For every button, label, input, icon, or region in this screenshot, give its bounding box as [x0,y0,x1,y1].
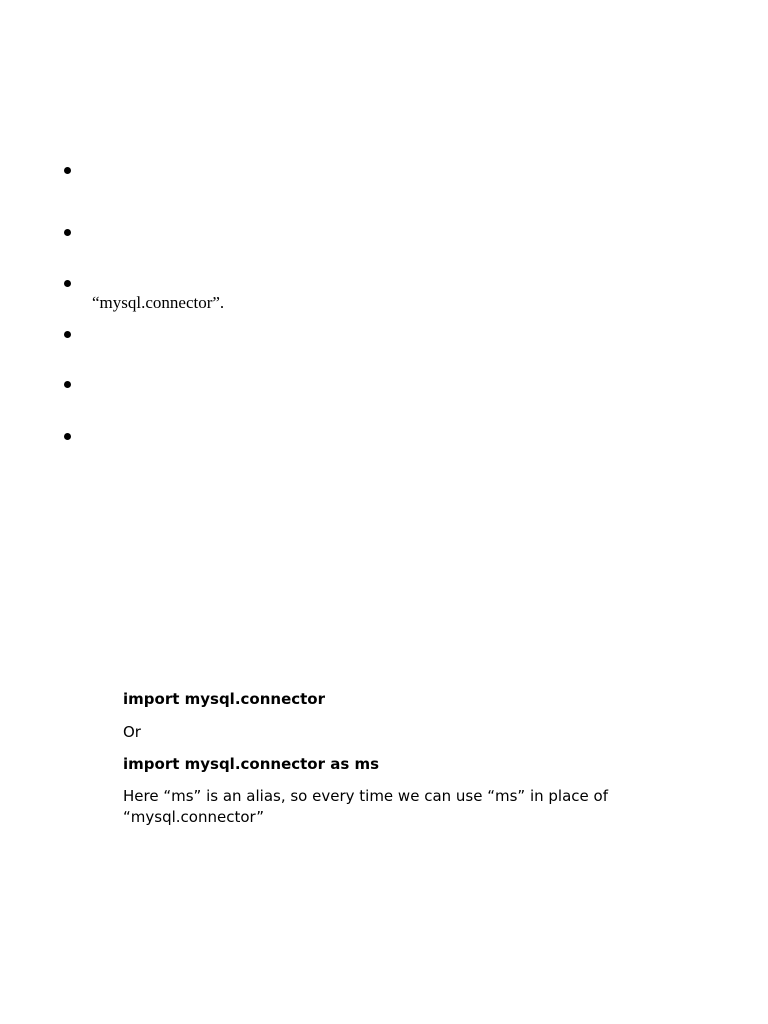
import-statement: import mysql.connector [123,690,326,708]
bullet-marker-6 [64,433,71,440]
bullet-marker-2 [64,229,71,236]
or-text: Or [123,723,141,741]
bullet-3-continuation-text: “mysql.connector”. [92,293,225,312]
alias-explanation-line-2: “mysql.connector” [123,808,265,826]
bullet-marker-1 [64,167,71,174]
bullet-marker-3 [64,280,71,287]
bullet-marker-4 [64,331,71,338]
alias-explanation-line-1: Here “ms” is an alias, so every time we can use “ms” in place of [123,787,608,805]
alias-explanation-paragraph [123,786,623,828]
bullet-marker-5 [64,381,71,388]
import-alias-statement: import mysql.connector as ms [123,755,380,773]
